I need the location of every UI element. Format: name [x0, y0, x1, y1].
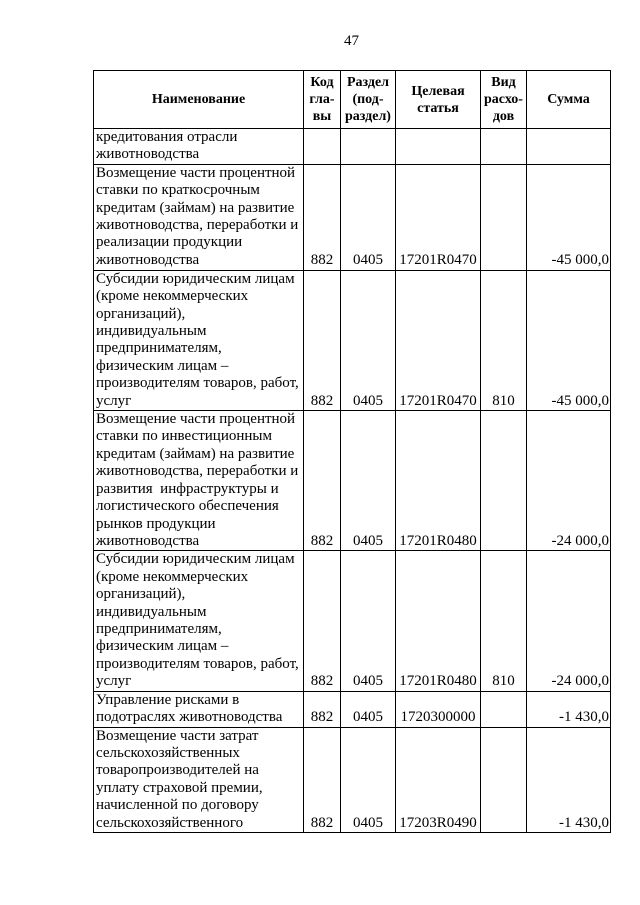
name-cell: Субсидии юридическим лицам (кроме некоммерческих организаций), индивидуальным предпринимателям, физическим лицам – производителям товаров, работ, услуг: [94, 270, 304, 410]
name-cell: Возмещение части процентной ставки по краткосрочным кредитам (займам) на развитие животноводства, переработки и реализации продукции животноводства: [94, 164, 304, 270]
section-cell: 0405: [341, 164, 396, 270]
amount-cell: -1 430,0: [527, 727, 611, 832]
name-cell: Субсидии юридическим лицам (кроме некоммерческих организаций), индивидуальным предпринимателям, физическим лицам – производителям товаров, работ, услуг: [94, 551, 304, 691]
expense-type-cell: 810: [481, 551, 527, 691]
chapter-code-cell: 882: [304, 270, 341, 410]
chapter-code-cell: [304, 129, 341, 165]
table-row: [94, 164, 611, 270]
amount-cell: -24 000,0: [527, 551, 611, 691]
table-row: [94, 129, 611, 165]
expense-type-cell: [481, 411, 527, 551]
target-article-cell: 17201R0470: [396, 164, 481, 270]
expense-type-cell: [481, 164, 527, 270]
chapter-code-cell: 882: [304, 551, 341, 691]
table-row: [94, 551, 611, 691]
table-row: [94, 691, 611, 727]
expense-type-cell: 810: [481, 270, 527, 410]
name-cell: Возмещение части процентной ставки по инвестиционным кредитам (займам) на развитие животноводства, переработки и развития инфраструктуры и логистического обеспечения рынков продукции животноводства: [94, 411, 304, 551]
header-name: Наименование: [94, 71, 304, 129]
target-article-cell: 17201R0480: [396, 551, 481, 691]
section-cell: 0405: [341, 691, 396, 727]
section-cell: 0405: [341, 411, 396, 551]
section-cell: 0405: [341, 270, 396, 410]
expense-type-cell: [481, 129, 527, 165]
target-article-cell: [396, 129, 481, 165]
page-number: 47: [344, 33, 359, 49]
amount-cell: -45 000,0: [527, 164, 611, 270]
name-cell: Управление рисками в подотраслях животноводства: [94, 691, 304, 727]
chapter-code-cell: 882: [304, 411, 341, 551]
chapter-code-cell: 882: [304, 727, 341, 832]
budget-table: [93, 70, 611, 833]
table-row: [94, 411, 611, 551]
header-chapter-code: Код гла- вы: [304, 71, 341, 129]
table-header-row: [94, 71, 611, 129]
target-article-cell: 17203R0490: [396, 727, 481, 832]
name-cell: кредитования отрасли животноводства: [94, 129, 304, 165]
section-cell: 0405: [341, 727, 396, 832]
name-cell: Возмещение части затрат сельскохозяйственных товаропроизводителей на уплату страховой премии, начисленной по договору сельскохозяйственного: [94, 727, 304, 832]
target-article-cell: 17201R0480: [396, 411, 481, 551]
header-amount: Сумма: [527, 71, 611, 129]
header-expense-type: Вид расхо- дов: [481, 71, 527, 129]
expense-type-cell: [481, 691, 527, 727]
target-article-cell: 17201R0470: [396, 270, 481, 410]
table-row: [94, 727, 611, 832]
chapter-code-cell: 882: [304, 164, 341, 270]
amount-cell: -45 000,0: [527, 270, 611, 410]
section-cell: 0405: [341, 551, 396, 691]
section-cell: [341, 129, 396, 165]
header-target-article: Целевая статья: [396, 71, 481, 129]
chapter-code-cell: 882: [304, 691, 341, 727]
amount-cell: [527, 129, 611, 165]
header-section: Раздел (под- раздел): [341, 71, 396, 129]
table-row: [94, 270, 611, 410]
amount-cell: -1 430,0: [527, 691, 611, 727]
target-article-cell: 1720300000: [396, 691, 481, 727]
amount-cell: -24 000,0: [527, 411, 611, 551]
expense-type-cell: [481, 727, 527, 832]
